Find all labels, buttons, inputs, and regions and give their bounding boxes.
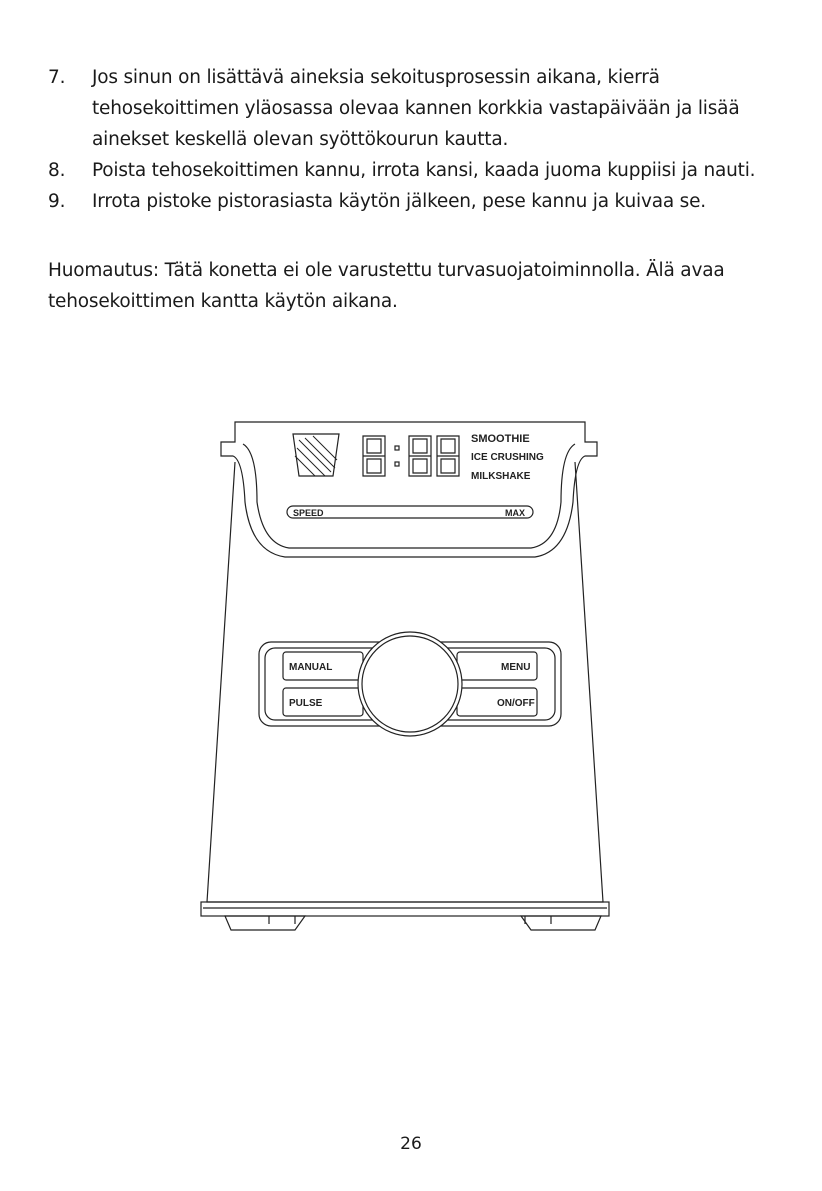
manual-label: MANUAL bbox=[289, 662, 333, 673]
step-8 bbox=[48, 155, 788, 186]
step-number: 9. bbox=[48, 191, 66, 212]
safety-note bbox=[48, 255, 788, 317]
step-line: ainekset keskellä olevan syöttökourun kautta. bbox=[92, 129, 509, 150]
note-line: tehosekoittimen kantta käytön aikana. bbox=[48, 291, 398, 312]
page-number: 26 bbox=[400, 1134, 422, 1154]
max-label: MAX bbox=[505, 508, 525, 518]
right-foot bbox=[521, 916, 601, 930]
note-line: Huomautus: Tätä konetta ei ole varustettu turvasuojatoiminnolla. Älä avaa bbox=[48, 260, 725, 281]
step-number: 8. bbox=[48, 160, 66, 181]
menu-label: MENU bbox=[501, 662, 531, 673]
blender-base-drawing bbox=[195, 412, 615, 942]
step-line: Irrota pistoke pistorasiasta käytön jälkeen, pese kannu ja kuivaa se. bbox=[92, 191, 706, 212]
step-line: Jos sinun on lisättävä aineksia sekoitusprosessin aikana, kierrä bbox=[92, 67, 660, 88]
left-foot bbox=[225, 916, 305, 930]
instruction-steps bbox=[48, 62, 788, 217]
mode-milkshake-label: MILKSHAKE bbox=[471, 471, 531, 482]
mode-ice-crushing-label: ICE CRUSHING bbox=[471, 452, 544, 463]
base-plinth bbox=[201, 902, 609, 916]
onoff-label: ON/OFF bbox=[497, 698, 535, 709]
speed-label: SPEED bbox=[293, 508, 324, 518]
digital-display bbox=[363, 436, 459, 476]
step-9 bbox=[48, 186, 788, 217]
step-7 bbox=[48, 62, 788, 155]
speed-bar bbox=[287, 506, 533, 518]
step-line: tehosekoittimen yläosassa olevaa kannen korkkia vastapäivään ja lisää bbox=[92, 98, 740, 119]
step-number: 7. bbox=[48, 67, 66, 88]
blender-base-illustration bbox=[195, 412, 615, 942]
step-line: Poista tehosekoittimen kannu, irrota kansi, kaada juoma kuppiisi ja nauti. bbox=[92, 160, 756, 181]
mode-smoothie-label: SMOOTHIE bbox=[471, 433, 530, 445]
pulse-label: PULSE bbox=[289, 698, 323, 709]
